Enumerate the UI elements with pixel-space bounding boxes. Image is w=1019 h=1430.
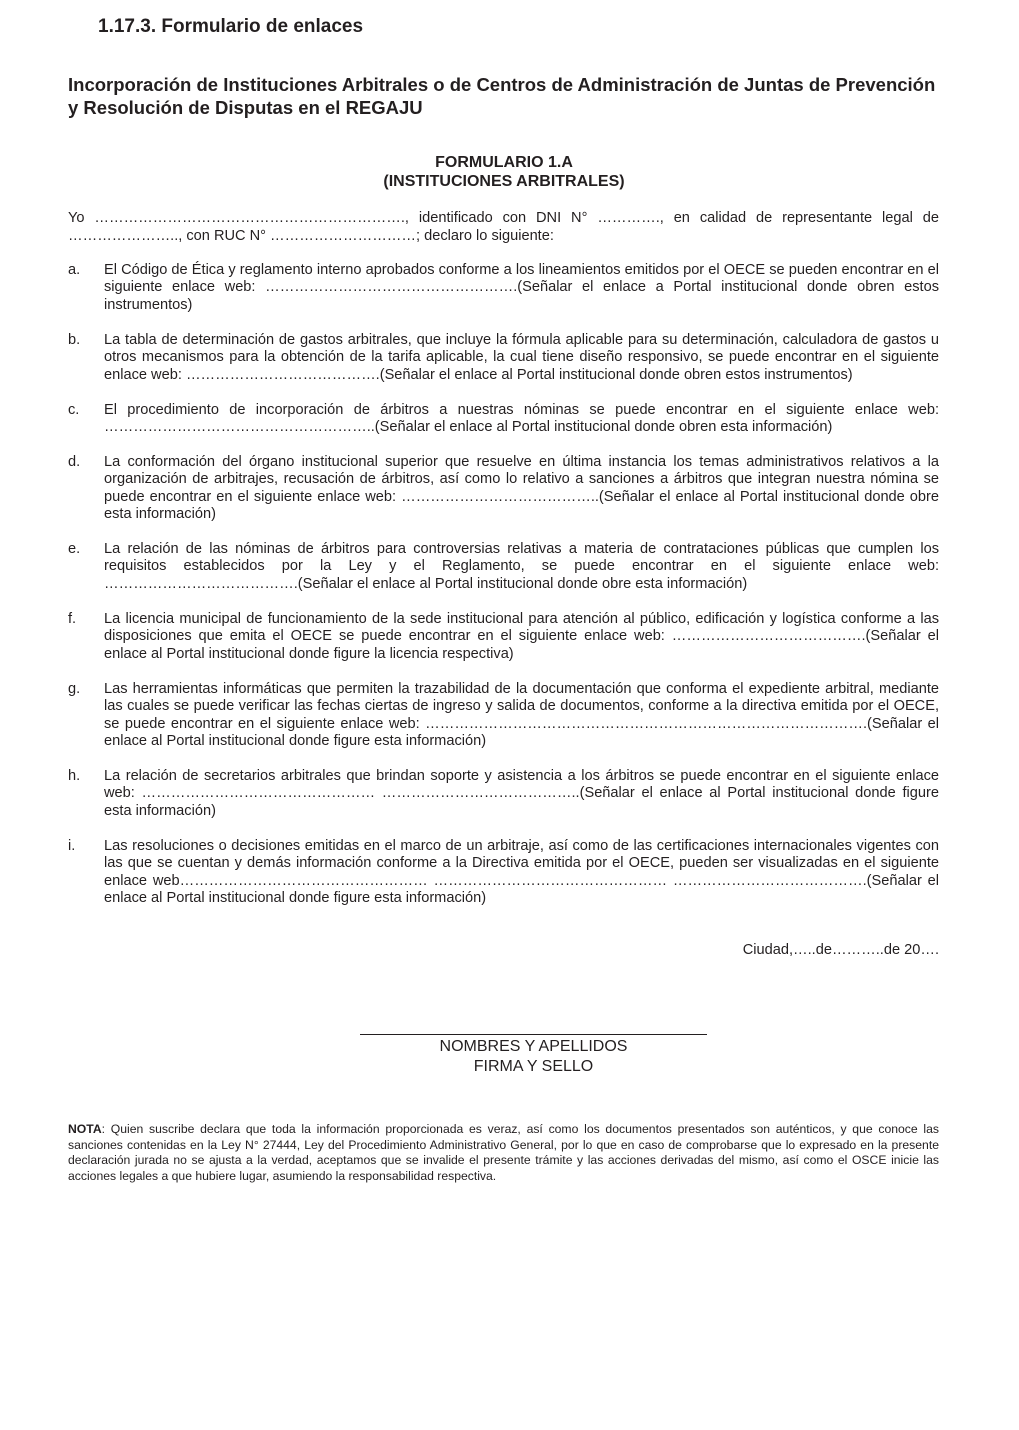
document-title: Incorporación de Instituciones Arbitrales o de Centros de Administración de Juntas de Prevención y Resolución de Disputas en el REGAJU	[68, 74, 936, 118]
item-marker: b.	[68, 332, 81, 348]
item-marker: g.	[68, 681, 81, 697]
note-text: : Quien suscribe declara que toda la información proporcionada es veraz, así como los documentos presentados son auténticos, y que conoce las sanciones contenidas en la Ley N° 27444, Ley del Procedimiento Administrativo General, por lo que en caso de comprobarse que lo expresado en la presente declaración jurada no se ajusta a la verdad, aceptamos que se invalide el presente trámite y las acciones derivadas del mismo, así como el OSCE inicie las acciones legales a que hubiere lugar, asumiendo la responsabilidad respectiva.	[68, 1122, 939, 1183]
signature-sign-label: FIRMA Y SELLO	[473, 1058, 594, 1075]
item-marker: h.	[68, 768, 81, 784]
note-label: NOTA	[68, 1122, 102, 1136]
item-text: El procedimiento de incorporación de árbitros a nuestras nóminas se puede encontrar en el siguiente enlace web: ………………………………………………..(Señalar el enlace al Portal institucional donde obren esta información)	[104, 402, 939, 436]
legal-note	[68, 1122, 939, 1184]
item-text: Las herramientas informáticas que permiten la trazabilidad de la documentación que conforma el expediente arbitral, mediante las cuales se puede verificar las fechas ciertas de ingreso y salida de documentos, conforme a la directiva emitida por el OECE, se puede encontrar en el siguiente enlace web: ……………………………………………………………………………….(Señalar el enlace al Portal institucional donde figure esta información)	[104, 681, 939, 750]
city-date-line: Ciudad,…..de………..de 20….	[742, 942, 939, 958]
item-text: La licencia municipal de funcionamiento de la sede institucional para atención al público, edificación y logística conforme a las disposiciones que emita el OECE se puede encontrar en el siguiente enlace web: ………………………………….(Señalar el enlace al Portal institucional donde figure la licencia respectiva)	[104, 611, 939, 662]
item-marker: c.	[68, 402, 80, 418]
signature-name-label: NOMBRES Y APELLIDOS	[439, 1038, 628, 1055]
item-text: La conformación del órgano institucional superior que resuelve en última instancia los temas administrativos relativos a la organización de arbitrajes, recusación de árbitros, así como lo relativo a sanciones a árbitros que integran nuestra nómina se puede encontrar en el siguiente enlace web: …………………………………..(Señalar el enlace al Portal institucional donde obre esta información)	[104, 454, 939, 523]
form-subtitle: (INSTITUCIONES ARBITRALES)	[383, 173, 625, 190]
item-text: La tabla de determinación de gastos arbitrales, que incluye la fórmula aplicable para su determinación, calculadora de gastos u otros mecanismos para la obtención de la tarifa aplicable, la cual tiene diseño responsivo, se puede encontrar en el siguiente enlace web: ………………………………….(Señalar el enlace al Portal institucional donde obren estos instrumentos)	[104, 332, 939, 383]
form-header	[68, 153, 940, 191]
item-text: Las resoluciones o decisiones emitidas en el marco de un arbitraje, así como de las certificaciones internacionales vigentes con las que se cuentan y demás información conforme a la Directiva emitida por el OECE, pueden ser visualizadas en el siguiente enlace web…………………………………………… ………………………………………… ………………………………….(Señalar el enlace al Portal institucional donde figure esta información)	[104, 838, 939, 907]
item-marker: i.	[68, 838, 76, 854]
item-text: La relación de las nóminas de árbitros para controversias relativas a materia de contrataciones públicas que cumplen los requisitos establecidos por la Ley y el Reglamento, se puede encontrar en el siguiente enlace web: ………………………………….(Señalar el enlace al Portal institucional donde obre esta información)	[104, 541, 939, 592]
declaration-intro: Yo ………………………………………………………., identificado con DNI N° …………., en calidad de representante legal de ………………….., con RUC N° …………………………; declaro lo siguiente:	[68, 210, 939, 244]
item-marker: e.	[68, 541, 81, 557]
signature-block	[360, 1037, 707, 1077]
item-text: La relación de secretarios arbitrales que brindan soporte y asistencia a los árbitros se puede encontrar en el siguiente enlace web: ………………………………………… …………………………………..(Señalar el enlace al Portal institucional donde figure esta información)	[104, 768, 939, 819]
item-text: El Código de Ética y reglamento interno aprobados conforme a los lineamientos emitidos por el OECE se pueden encontrar en el siguiente enlace web: …………………………………………….(Señalar el enlace a Portal institucional donde obren estos instrumentos)	[104, 262, 939, 313]
item-marker: d.	[68, 454, 81, 470]
signature-line	[360, 1034, 707, 1035]
item-marker: a.	[68, 262, 81, 278]
item-marker: f.	[68, 611, 77, 627]
section-heading: 1.17.3. Formulario de enlaces	[98, 16, 364, 37]
form-name: FORMULARIO 1.A	[435, 154, 573, 171]
